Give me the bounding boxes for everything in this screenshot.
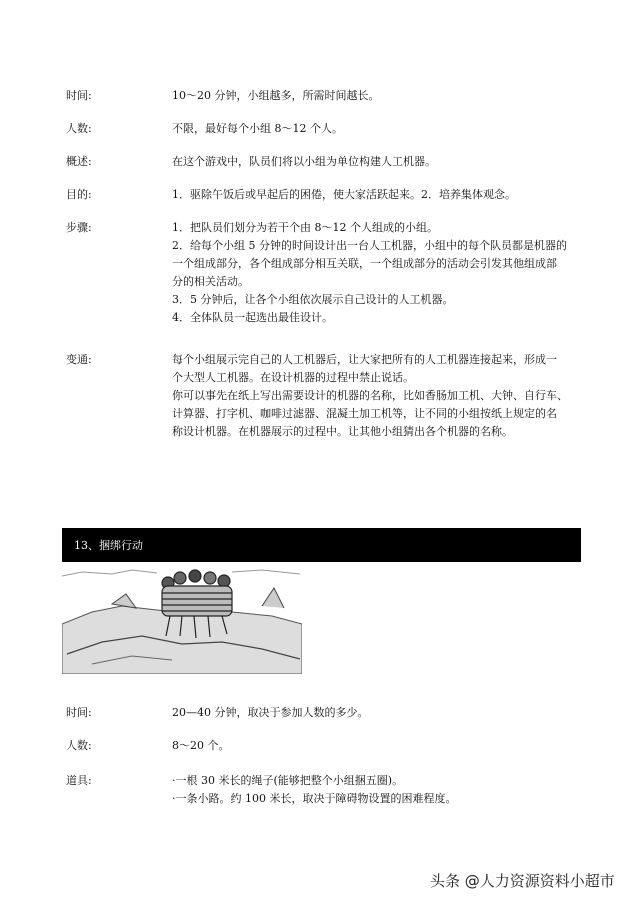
time-value: 10～20 分钟，小组越多，所需时间越长。 — [172, 89, 380, 102]
variation-label: 变通: — [66, 353, 92, 366]
section-title: 13、捆绑行动 — [74, 539, 143, 552]
source-watermark: 头条 @人力资源资料小超市 — [430, 872, 615, 890]
people2-label: 人数: — [66, 739, 92, 752]
variation-text — [172, 351, 586, 441]
steps-line: 4．全体队员一起选出最佳设计。 — [172, 311, 333, 324]
purpose-label: 目的: — [66, 188, 92, 201]
variation-line: 每个小组展示完自己的人工机器后，让大家把所有的人工机器连接起来，形成一 — [172, 353, 557, 366]
section-title-banner — [62, 528, 581, 562]
props-line: ·一条小路。约 100 米长，取决于障碍物设置的困难程度。 — [172, 792, 457, 805]
variation-line: 个大型人工机器。在设计机器的过程中禁止说话。 — [172, 371, 414, 384]
variation-line: 称设计机器。在机器展示的过程中。让其他小组猜出各个机器的名称。 — [172, 425, 513, 438]
people-value: 不限，最好每个小组 8～12 个人。 — [172, 122, 343, 135]
props-label: 道具: — [66, 774, 92, 787]
props-text — [172, 772, 586, 808]
steps-line: 2．给每个小组 5 分钟的时间设计出一台人工机器，小组中的每个队员都是机器的 — [172, 239, 567, 252]
steps-line: 分的相关活动。 — [172, 275, 249, 288]
people2-value: 8～20 个。 — [172, 739, 230, 752]
steps-line: 1．把队员们划分为若干个由 8～12 个人组成的小组。 — [172, 221, 438, 234]
variation-line: 你可以事先在纸上写出需要设计的机器的名称，比如香肠加工机、大钟、自行车、 — [172, 389, 568, 402]
time-label: 时间: — [66, 89, 92, 102]
steps-text — [172, 219, 586, 327]
time2-value: 20—40 分钟，取决于参加人数的多少。 — [172, 706, 369, 719]
props-line: ·一根 30 米长的绳子(能够把整个小组捆五圈)。 — [172, 774, 404, 787]
purpose-value: 1．驱除午饭后或早起后的困倦，使大家活跃起来。2．培养集体观念。 — [172, 188, 516, 201]
steps-line: 一个组成部分，各个组成部分相互关联，一个组成部分的活动会引发其他组成部 — [172, 257, 557, 270]
variation-line: 计算器、打字机、咖啡过滤器、混凝土加工机等，让不同的小组按纸上规定的名 — [172, 407, 557, 420]
overview-label: 概述: — [66, 155, 92, 168]
steps-label: 步骤: — [66, 221, 92, 234]
people-label: 人数: — [66, 122, 92, 135]
overview-value: 在这个游戏中，队员们将以小组为单位构建人工机器。 — [172, 155, 436, 168]
time2-label: 时间: — [66, 706, 92, 719]
group-tied-illustration — [62, 564, 302, 674]
steps-line: 3．5 分钟后，让各个小组依次展示自己设计的人工机器。 — [172, 293, 454, 306]
